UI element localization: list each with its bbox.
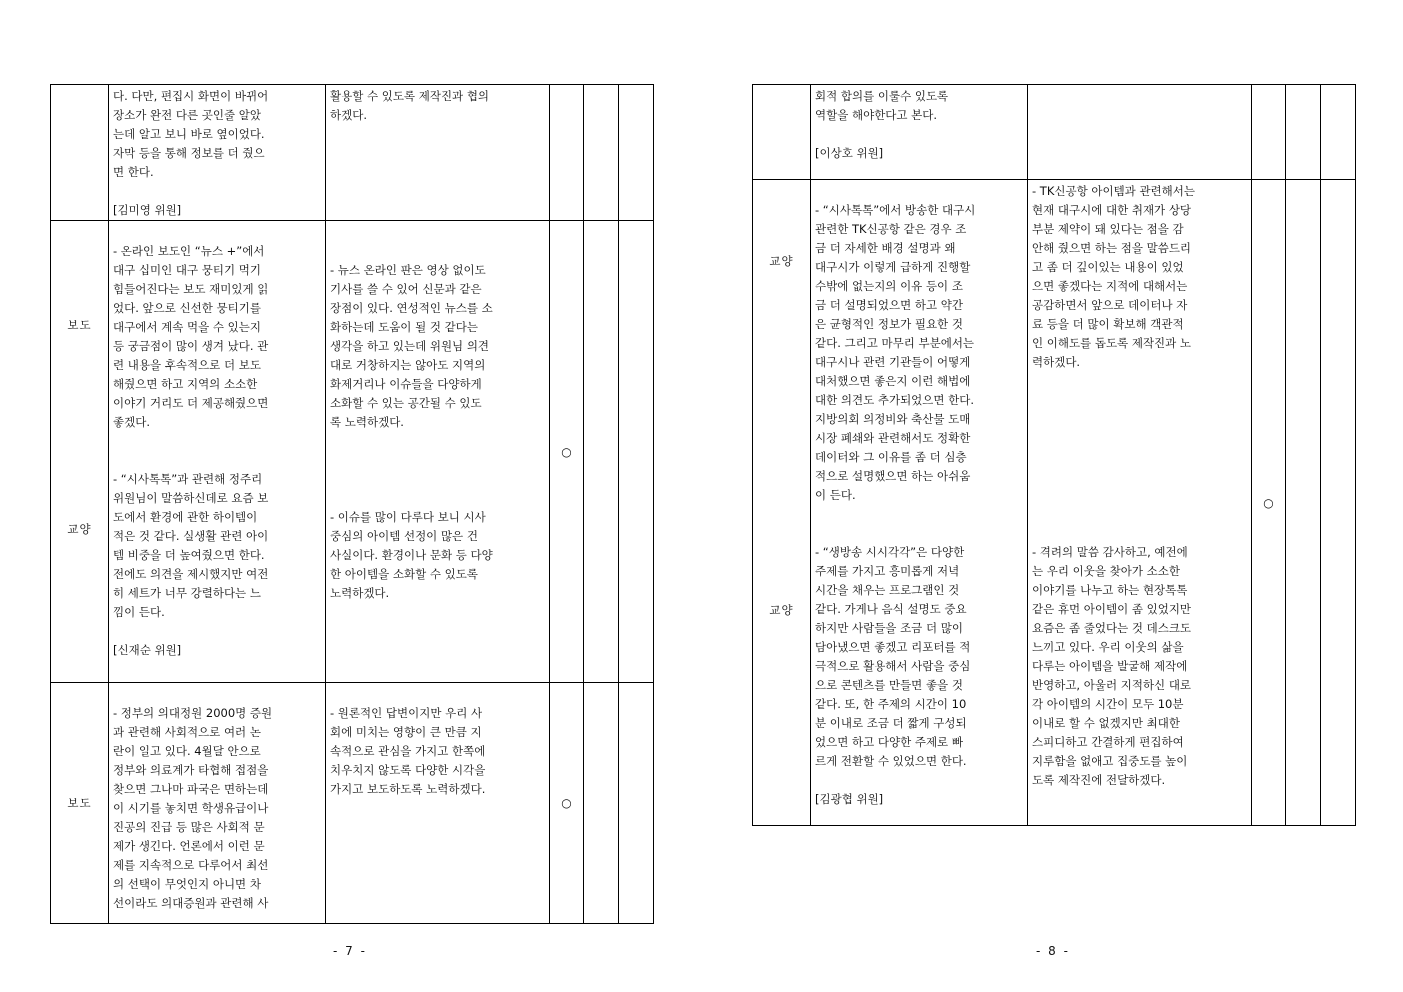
text-line: 적은 것 같다. 실생활 관련 아이 xyxy=(113,529,269,543)
text-line: 공감하면서 앞으로 데이터나 자 xyxy=(1032,298,1188,312)
reflection-mark-cell: ○ xyxy=(550,683,584,924)
text-line: 이야기 거리도 더 제공해줬으면 xyxy=(113,396,269,410)
text-line: 대처했으면 좋은지 이런 해법에 xyxy=(815,374,971,388)
text-line: 하지만 사람들을 조금 더 많이 xyxy=(815,621,963,635)
text-line: 과 관련해 사회적으로 여러 논 xyxy=(113,725,261,739)
text-line: 힘들어진다는 보도 재미있게 읽 xyxy=(113,282,269,296)
text-line: - 격려의 말씀 감사하고, 예전에 xyxy=(1032,545,1188,559)
text-line: 해줬으면 하고 지역의 소소한 xyxy=(113,377,258,391)
text-line: 분 이내로 조금 더 짧게 구성되 xyxy=(815,716,967,730)
text-line xyxy=(1032,429,1248,448)
text-line: 화하는데 도움이 될 것 같다는 xyxy=(330,320,478,334)
text-line: 으로 콘텐츠를 만들면 좋을 것 xyxy=(815,678,963,692)
text-line: 르게 전환할 수 있었으면 한다. xyxy=(815,754,967,768)
text-line: - 뉴스 온라인 판은 영상 없이도 xyxy=(330,263,486,277)
table-row xyxy=(51,85,654,221)
text-line: - “시사톡톡”에서 방송한 대구시 xyxy=(815,203,976,217)
text-line: 좋겠다. xyxy=(113,415,150,429)
text-line: 인 이해도를 돕도록 제작진과 노 xyxy=(1032,336,1192,350)
page-7 xyxy=(0,0,700,992)
response-cell xyxy=(326,221,550,683)
reflection-mark-cell xyxy=(550,85,584,221)
text-line xyxy=(1032,505,1248,524)
page-number: - 7 - xyxy=(333,944,367,958)
text-line: 면 한다. xyxy=(113,165,154,179)
text-line: 이 시기를 놓치면 학생유급이나 xyxy=(113,801,269,815)
text-line: 으면 좋겠다는 지적에 대해서는 xyxy=(1032,279,1188,293)
text-line: 같다. 그리고 마무리 부분에서는 xyxy=(815,336,975,350)
text-line: 은 균형적인 정보가 필요한 것 xyxy=(815,317,963,331)
text-line: 다. 다만, 편집시 화면이 바뀌어 xyxy=(113,89,269,103)
empty-cell xyxy=(619,683,654,924)
text-line xyxy=(815,505,1024,524)
text-line: 선이라도 의대증원과 관련해 사 xyxy=(113,896,269,910)
text-line: 지루함을 없애고 집중도를 높이 xyxy=(1032,754,1188,768)
category-cell xyxy=(753,85,811,180)
text-line: 회적 합의를 이룰수 있도록 xyxy=(815,89,949,103)
text-line: 가지고 보도하도록 노력하겠다. xyxy=(330,782,486,796)
text-line: 금 더 설명되었으면 하고 약간 xyxy=(815,298,963,312)
text-line: 었으면 하고 다양한 주제로 빠 xyxy=(815,735,963,749)
text-line xyxy=(330,470,546,489)
text-line: 히 세트가 너무 강렬하다는 느 xyxy=(113,586,261,600)
text-line: 는데 알고 보니 바로 옆이었다. xyxy=(113,127,265,141)
text-line: 회에 미치는 영향이 큰 만큼 지 xyxy=(330,725,482,739)
text-line: 각 아이템의 시간이 모두 10분 xyxy=(1032,697,1184,711)
text-line: 하겠다. xyxy=(330,108,367,122)
text-line: 수밖에 없는지의 이유 등이 조 xyxy=(815,279,963,293)
text-line: 현재 대구시에 대한 취재가 상당 xyxy=(1032,203,1192,217)
text-line: 대한 의견도 추가되었으면 한다. xyxy=(815,393,975,407)
text-line: 장소가 완전 다른 곳인줄 알았 xyxy=(113,108,261,122)
text-line: 속적으로 관심을 가지고 한쪽에 xyxy=(330,744,486,758)
empty-cell xyxy=(619,221,654,683)
text-line: 이내로 할 수 없겠지만 최대한 xyxy=(1032,716,1180,730)
text-line: 련 내용을 후속적으로 더 보도 xyxy=(113,358,261,372)
text-line: 화제거리나 이슈들을 다양하게 xyxy=(330,377,482,391)
category-cell: 보도 교양 xyxy=(51,221,109,683)
empty-cell xyxy=(584,683,619,924)
text-line: 진공의 진급 등 많은 사회적 문 xyxy=(113,820,265,834)
opinion-cell xyxy=(109,683,326,924)
text-line: 대구 십미인 대구 뭉티기 먹기 xyxy=(113,263,261,277)
text-line: 요즘은 좀 줄었다는 것 데스크도 xyxy=(1032,621,1192,635)
reflection-mark-cell: ○ xyxy=(1252,180,1286,826)
text-line: 같다. 가게나 음식 설명도 중요 xyxy=(815,602,967,616)
opinion-cell xyxy=(811,180,1028,826)
text-line xyxy=(1032,486,1248,505)
empty-cell xyxy=(584,221,619,683)
text-line: 록 노력하겠다. xyxy=(330,415,404,429)
text-line: 도에서 환경에 관한 하이템이 xyxy=(113,510,258,524)
text-line: 소화할 수 있는 공간될 수 있도 xyxy=(330,396,482,410)
text-line: 란이 일고 있다. 4월달 안으로 xyxy=(113,744,261,758)
text-line: [김광협 위원] xyxy=(815,792,884,806)
empty-cell xyxy=(1286,180,1321,826)
review-table-page-7 xyxy=(50,84,654,924)
text-line: 대구시나 관련 기관들이 어떻게 xyxy=(815,355,971,369)
text-line: 낌이 든다. xyxy=(113,605,165,619)
text-line: 정부와 의료계가 타협해 접점을 xyxy=(113,763,269,777)
text-line: 극적으로 활용해서 사람을 중심 xyxy=(815,659,971,673)
response-cell xyxy=(1028,180,1252,826)
text-line: 부분 제약이 돼 있다는 점을 감 xyxy=(1032,222,1184,236)
table-row xyxy=(51,683,654,924)
text-line: 시간을 채우는 프로그램인 것 xyxy=(815,583,960,597)
text-line: 치우치지 않도록 다양한 시각을 xyxy=(330,763,486,777)
text-line: 시장 폐쇄와 관련해서도 정확한 xyxy=(815,431,971,445)
text-line: 료 등을 더 많이 확보해 객관적 xyxy=(1032,317,1184,331)
text-line xyxy=(330,451,546,470)
text-line: - “시사톡톡”과 관련해 정주리 xyxy=(113,472,263,486)
empty-cell xyxy=(1321,85,1356,180)
text-line: 고 좀 더 깊이있는 내용이 있었 xyxy=(1032,260,1184,274)
text-line: 장점이 있다. 연성적인 뉴스를 소 xyxy=(330,301,493,315)
text-line: 담아냈으면 좋겠고 리포터를 적 xyxy=(815,640,971,654)
page-number: - 8 - xyxy=(1036,944,1070,958)
text-line: 는 우리 이웃을 찾아가 소소한 xyxy=(1032,564,1180,578)
text-line: 노력하겠다. xyxy=(330,586,390,600)
text-line: 같다. 또, 한 주제의 시간이 10 xyxy=(815,697,967,711)
empty-cell xyxy=(1286,85,1321,180)
text-line: 중심의 아이템 선정이 많은 건 xyxy=(330,529,478,543)
empty-cell xyxy=(1321,180,1356,826)
category-cell xyxy=(51,683,109,924)
text-line: - 이슈를 많이 다루다 보니 시사 xyxy=(330,510,486,524)
text-line: 도록 제작진에 전달하겠다. xyxy=(1032,773,1166,787)
text-line: 템 비중을 더 높여줬으면 한다. xyxy=(113,548,265,562)
text-line: - 원론적인 답변이지만 우리 사 xyxy=(330,706,483,720)
text-line xyxy=(113,451,322,470)
response-cell xyxy=(1028,85,1252,180)
text-line xyxy=(113,432,322,451)
text-line xyxy=(815,524,1024,543)
text-line: 적으로 설명했으면 하는 아쉬움 xyxy=(815,469,971,483)
table-row xyxy=(51,221,654,683)
text-line: 같은 휴먼 아이템이 좀 있었지만 xyxy=(1032,602,1192,616)
table-row xyxy=(753,85,1356,180)
text-line: 대로 거창하지는 않아도 지역의 xyxy=(330,358,486,372)
text-line: 의 선택이 무엇인지 아니면 차 xyxy=(113,877,261,891)
text-line xyxy=(1032,524,1248,543)
text-line xyxy=(815,125,1024,144)
text-line: - TK신공항 아이템과 관련해서는 xyxy=(1032,184,1195,198)
text-line xyxy=(330,489,546,508)
reflection-mark-cell xyxy=(1252,85,1286,180)
text-line: 이야기를 나누고 하는 현장톡톡 xyxy=(1032,583,1188,597)
text-line: 등 궁금점이 많이 생겨 났다. 관 xyxy=(113,339,269,353)
text-line: 생각을 하고 있는데 위원님 의견 xyxy=(330,339,490,353)
text-line: [이상호 위원] xyxy=(815,146,884,160)
text-line: 제가 생긴다. 언론에서 이런 문 xyxy=(113,839,265,853)
text-line: 사실이다. 환경이나 문화 등 다양 xyxy=(330,548,493,562)
text-line: 위원님이 말씀하신데로 요즘 보 xyxy=(113,491,269,505)
empty-cell xyxy=(619,85,654,221)
text-line: 이 든다. xyxy=(815,488,856,502)
text-line: 었다. 앞으로 신선한 뭉티기를 xyxy=(113,301,261,315)
text-line: 전에도 의견을 제시했지만 여전 xyxy=(113,567,269,581)
text-line: 제를 지속적으로 다루어서 최선 xyxy=(113,858,269,872)
text-line: 자막 등을 통해 정보를 더 줬으 xyxy=(113,146,265,160)
category-label: 보도 xyxy=(67,796,92,810)
text-line xyxy=(113,182,322,201)
text-line: 금 더 자세한 배경 설명과 왜 xyxy=(815,241,956,255)
category-cell: 교양 교양 xyxy=(753,180,811,826)
text-line: 기사를 쓸 수 있어 신문과 같은 xyxy=(330,282,482,296)
text-line: - 온라인 보도인 “뉴스 +”에서 xyxy=(113,244,265,258)
text-line: 대구에서 계속 먹을 수 있는지 xyxy=(113,320,261,334)
page-8 xyxy=(700,0,1403,992)
text-line xyxy=(1032,391,1248,410)
text-line: - “생방송 시시각각”은 다양한 xyxy=(815,545,965,559)
text-line: 역할을 해야한다고 본다. xyxy=(815,108,938,122)
text-line: - 정부의 의대정원 2000명 증원 xyxy=(113,706,273,720)
reflection-mark-cell: ○ xyxy=(550,221,584,683)
text-line xyxy=(1032,410,1248,429)
text-line: 대구시가 이렇게 급하게 진행할 xyxy=(815,260,971,274)
table-row xyxy=(753,180,1356,826)
opinion-cell xyxy=(811,85,1028,180)
text-line: 안해 줬으면 하는 점을 말씀드리 xyxy=(1032,241,1192,255)
text-line: 력하겠다. xyxy=(1032,355,1081,369)
text-line xyxy=(1032,467,1248,486)
review-table-page-8 xyxy=(752,84,1356,826)
empty-cell xyxy=(584,85,619,221)
text-line: 찾으면 그나마 파국은 면하는데 xyxy=(113,782,269,796)
text-line: 데이터와 그 이유를 좀 더 심층 xyxy=(815,450,967,464)
text-line: 다루는 아이템을 발굴해 제작에 xyxy=(1032,659,1188,673)
text-line: 느끼고 있다. 우리 이웃의 삶을 xyxy=(1032,640,1184,654)
text-line: 한 아이템을 소화할 수 있도록 xyxy=(330,567,478,581)
text-line xyxy=(330,432,546,451)
category-cell xyxy=(51,85,109,221)
response-cell xyxy=(326,683,550,924)
response-cell xyxy=(326,85,550,221)
text-line xyxy=(1032,372,1248,391)
text-line: 반영하고, 아울러 지적하신 대로 xyxy=(1032,678,1192,692)
text-line xyxy=(815,771,1024,790)
text-line xyxy=(1032,448,1248,467)
opinion-cell xyxy=(109,85,326,221)
text-line: [김미영 위원] xyxy=(113,203,182,217)
text-line: 스피디하고 간결하게 편집하여 xyxy=(1032,735,1184,749)
text-line: 관련한 TK신공항 같은 경우 조 xyxy=(815,222,967,236)
text-line xyxy=(113,622,322,641)
text-line: 지방의회 의정비와 축산물 도매 xyxy=(815,412,971,426)
text-line: 주제를 가지고 흥미롭게 저녁 xyxy=(815,564,960,578)
text-line: 활용할 수 있도록 제작진과 협의 xyxy=(330,89,490,103)
opinion-cell xyxy=(109,221,326,683)
text-line: [신재순 위원] xyxy=(113,643,182,657)
